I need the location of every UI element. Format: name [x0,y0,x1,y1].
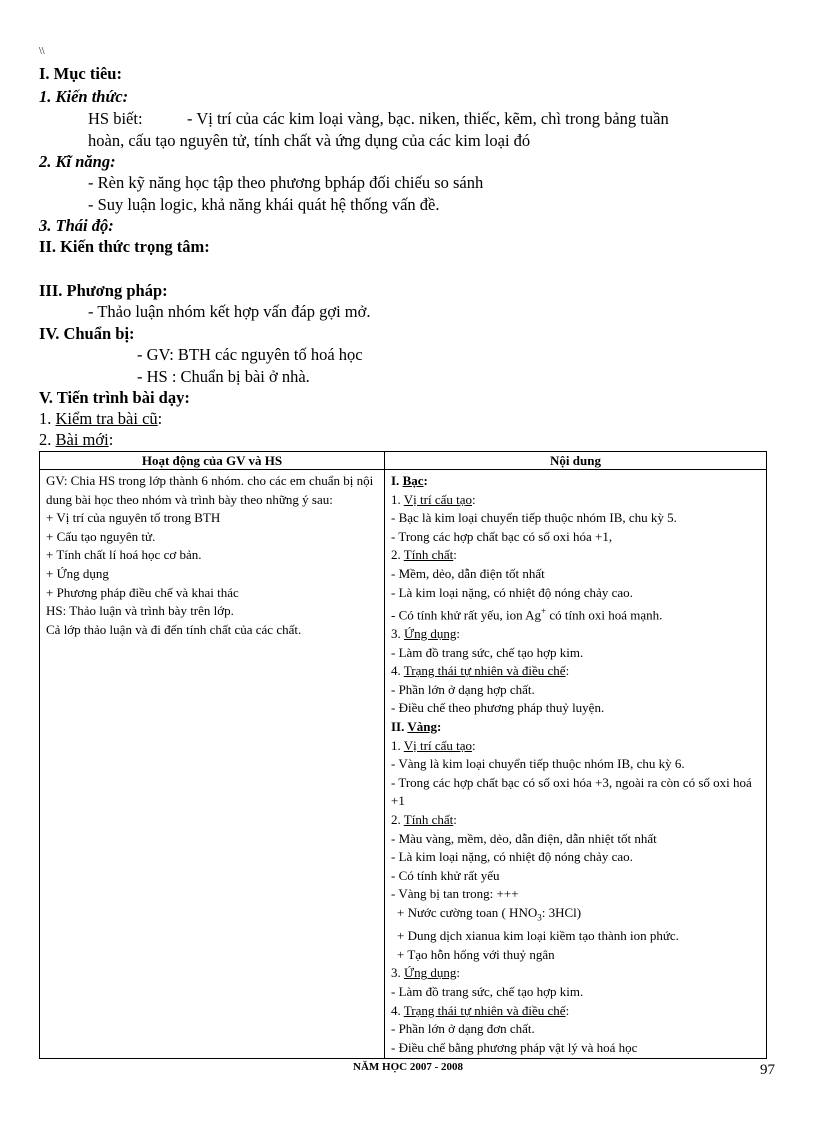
activity-item: + Cấu tạo nguyên tử. [46,528,156,544]
header-activities: Hoạt động của GV và HS [40,452,385,470]
content-line: - Điều chế theo phương pháp thuỷ luyện. [391,700,605,716]
sub-label: Tính chất [403,812,454,828]
content-line: - Mềm, dẻo, dẫn điện tốt nhất [391,565,545,581]
gv-label: GV [46,473,64,488]
sub-num: 3. [391,626,404,642]
step-1 [39,409,162,429]
content-line: - Là kim loại nặng, có nhiệt độ nóng chảy cao. [391,849,633,865]
prep-hs: - HS : Chuẩn bị bài ở nhà. [137,367,310,386]
activity-item: + Tính chất lí hoá học cơ bản. [46,547,202,563]
conclusion: Cả lớp thảo luận và đi đến tính chất của các chất. [46,621,302,637]
sub-num: 4. [391,663,404,679]
ion-pre: - Có tính khử rất yếu, ion Ag [391,607,542,623]
knowledge-text-2: hoàn, cấu tạo nguyên tử, tính chất và ứng dụng của các kim loại đó [88,131,531,150]
activity-item: + Phương pháp điều chế và khai thác [46,584,239,600]
step-2-label: Bài mới [55,430,109,449]
sub-label: Ứng dụng [404,626,457,642]
gold-acid-line [391,904,760,927]
content-line: - Bạc là kim loại chuyển tiếp thuộc nhóm IB, chu kỳ 5. [391,510,677,526]
prep-gv: - GV: BTH các nguyên tố hoá học [137,345,363,364]
sub-label: Trạng thái tự nhiên và điều chế [403,663,566,679]
section-1-heading: I. Mục tiêu: [39,64,122,83]
step-1-label: Kiểm tra bài cũ [55,409,158,428]
gold-heading-tail: : [437,719,442,735]
page-number: 97 [760,1062,775,1078]
content-line: - Làm đồ trang sức, chế tạo hợp kim. [391,644,584,660]
section-3-heading: III. Phương pháp: [39,281,168,300]
step-1-tail: : [157,409,163,428]
silver-sub-4: 4. Trạng thái tự nhiên và điều chế: [391,663,570,679]
content-cell [385,470,767,1059]
gold-heading-num: II. [391,719,408,735]
knowledge-title: 1. Kiến thức: [39,87,129,106]
content-line: - Màu vàng, mềm, dẻo, dẫn điện, dẫn nhiệt tốt nhất [391,830,657,846]
silver-heading-name: Bạc [402,473,424,488]
content-line: - Vàng là kim loại chuyển tiếp thuộc nhóm IB, chu kỳ 6. [391,756,685,772]
silver-ion-line [391,602,760,625]
step-2 [39,430,113,450]
knowledge-lead: HS biết: [88,109,143,128]
silver-heading-num: I. [391,473,403,488]
activity-item: + Ứng dụng [46,565,109,581]
content-line: - Phần lớn ở dạng đơn chất. [391,1021,535,1037]
method-text: - Thảo luận nhóm kết hợp vấn đáp gợi mở. [88,302,371,321]
gold-sub-2: 2. Tính chất: [391,812,457,828]
sub-num: 4. [391,1002,404,1018]
sub-num: 3. [391,965,404,981]
acid-pre: + Nước cường toan ( HNO [397,904,538,920]
section-2-heading: II. Kiến thức trọng tâm: [39,237,210,256]
sub-label: Trạng thái tự nhiên và điều chế [403,1002,566,1018]
section-4-heading: IV. Chuẩn bị: [39,324,135,343]
gold-heading [391,718,760,737]
gold-heading-name: Vàng [407,719,438,735]
activity-item: + Vị trí của nguyên tố trong BTH [46,510,221,526]
skills-text-1: - Rèn kỹ năng học tập theo phương bpháp đối chiếu so sánh [88,173,484,192]
footer-school-year: NĂM HỌC 2007 - 2008 [353,1061,463,1073]
gv-intro-text: : Chia HS trong lớp thành 6 nhóm. cho các em chuẩn bị nội dung bài học theo nhóm và trình bày theo những ý sau: [46,473,374,507]
content-line: - Làm đồ trang sức, chế tạo hợp kim. [391,983,584,999]
sub-label: Vị trí cấu tạo [403,491,472,507]
hs-line [46,602,378,621]
sub-num: 1. [391,491,404,507]
activities-cell [40,470,385,1059]
skills-title: 2. Kĩ năng: [39,152,116,171]
content-line: + Tạo hỗn hống với thuỷ ngân [397,946,555,962]
silver-sub-2: 2. Tính chất: [391,547,457,563]
silver-heading-tail: : [423,473,428,488]
sub-num: 1. [391,737,404,753]
gv-intro [46,472,378,509]
content-line: - Điều chế bằng phương pháp vật lý và hoá học [391,1039,638,1055]
section-5-heading: V. Tiến trình bài dạy: [39,388,190,407]
hs-label: HS [46,603,63,619]
acid-post: : 3HCl) [541,904,582,920]
content-line: + Dung dịch xianua kim loại kiềm tạo thành ion phức. [397,928,679,944]
step-2-tail: : [108,430,114,449]
ion-sup: + [541,606,547,617]
content-line: - Phần lớn ở dạng hợp chất. [391,681,535,697]
content-line: - Là kim loại nặng, có nhiệt độ nóng chảy cao. [391,584,633,600]
top-mark: \\ [39,46,45,57]
hs-text: : Thảo luận và trình bày trên lớp. [62,603,234,619]
lesson-table [39,451,767,1059]
gold-sub-1: 1. Vị trí cấu tạo: [391,737,476,753]
step-2-num: 2. [39,430,56,449]
silver-heading [391,472,760,491]
content-line: - Trong các hợp chất bạc có số oxi hóa +1, [391,528,613,544]
sub-label: Ứng dụng [404,965,457,981]
acid-sub: 3 [537,912,542,923]
gold-sub-4: 4. Trạng thái tự nhiên và điều chế: [391,1002,570,1018]
header-content: Nội dung [385,452,767,470]
content-line: - Vàng bị tan trong: +++ [391,886,519,902]
silver-sub-3: 3. Ứng dụng: [391,626,460,642]
content-line: - Trong các hợp chất bạc có số oxi hóa +3, ngoài ra còn có số oxi hoá +1 [391,774,752,809]
gold-sub-3: 3. Ứng dụng: [391,965,460,981]
content-line: - Có tính khử rất yếu [391,867,500,883]
skills-text-2: - Suy luận logic, khả năng khái quát hệ thống vấn đề. [88,195,440,214]
sub-label: Tính chất [403,547,454,563]
attitude-title: 3. Thái độ: [39,216,114,235]
sub-num: 2. [391,812,404,828]
step-1-num: 1. [39,409,56,428]
ion-post: có tính oxi hoá mạnh. [546,607,663,623]
sub-label: Vị trí cấu tạo [403,737,472,753]
knowledge-text-1: - Vị trí của các kim loại vàng, bạc. niken, thiếc, kẽm, chì trong bảng tuần [187,109,669,128]
silver-sub-1: 1. Vị trí cấu tạo: [391,491,476,507]
sub-num: 2. [391,547,404,563]
